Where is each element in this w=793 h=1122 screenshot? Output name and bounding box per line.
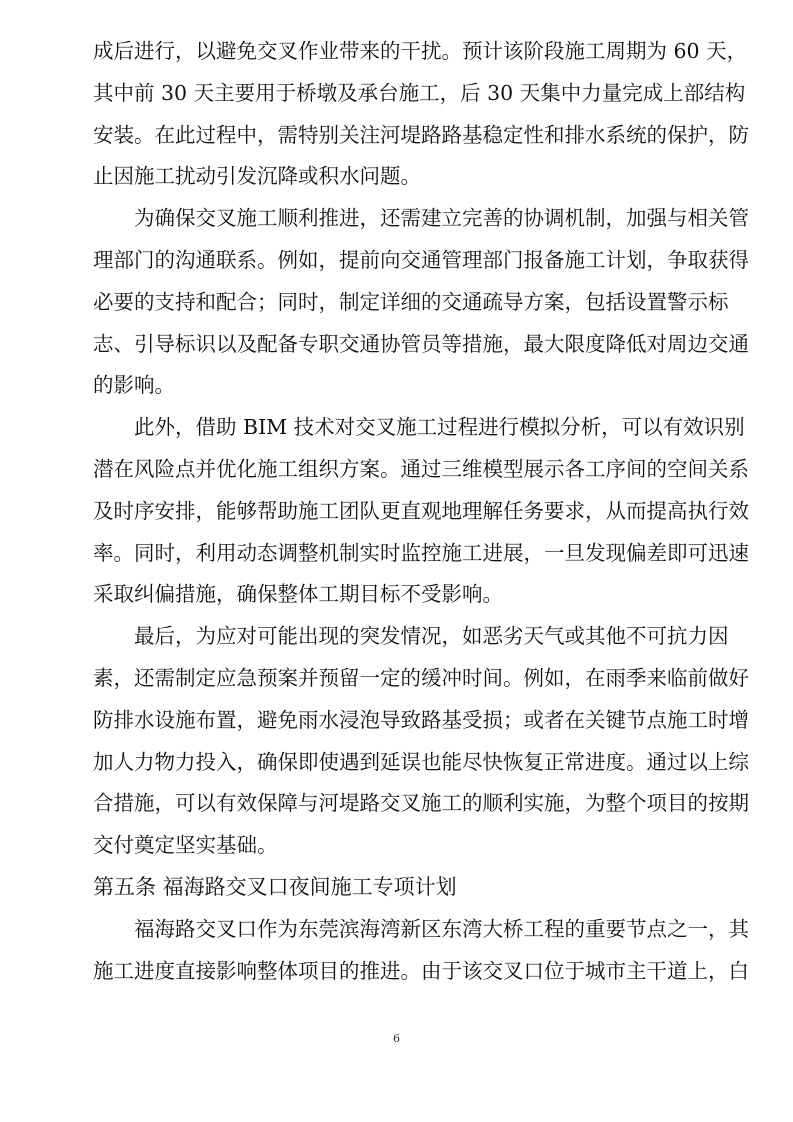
text-line: 的影响。 xyxy=(93,373,175,398)
page-number: 6 xyxy=(393,1032,400,1045)
text-line: 其中前 30 天主要用于桥墩及承台施工，后 30 天集中力量完成上部结构 xyxy=(93,80,746,105)
text-line: 防排水设施布置，避免雨水浸泡导致路基受损；或者在关键节点施工时增 xyxy=(93,707,749,732)
text-line: 交付奠定坚实基础。 xyxy=(93,833,278,858)
text-line: 成后进行，以避免交叉作业带来的干扰。预计该阶段施工周期为 60 天， xyxy=(93,39,748,63)
paragraph xyxy=(93,198,749,407)
text-line: 率。同时，利用动态调整机制实时监控施工进展，一旦发现偏差即可迅速 xyxy=(93,540,749,565)
text-line: 安装。在此过程中，需特别关注河堤路路基稳定性和排水系统的保护，防 xyxy=(93,122,749,147)
text-line: 素，还需制定应急预案并预留一定的缓冲时间。例如，在雨季来临前做好 xyxy=(93,665,749,690)
text-line: 止因施工扰动引发沉降或积水问题。 xyxy=(93,164,421,189)
text-line: 必要的支持和配合；同时，制定详细的交通疏导方案，包括设置警示标 xyxy=(93,289,729,314)
text-line: 最后，为应对可能出现的突发情况，如恶劣天气或其他不可抗力因 xyxy=(134,624,729,649)
paragraph xyxy=(93,31,749,198)
paragraph xyxy=(93,407,749,616)
section-heading: 第五条 福海路交叉口夜间施工专项计划 xyxy=(93,874,457,899)
text-line: 志、引导标识以及配备专职交通协管员等措施，最大限度降低对周边交通 xyxy=(93,331,749,356)
text-line: 采取纠偏措施，确保整体工期目标不受影响。 xyxy=(93,582,503,607)
text-line: 施工进度直接影响整体项目的推进。由于该交叉口位于城市主干道上，白 xyxy=(93,958,749,983)
text-line: 加人力物力投入，确保即使遇到延误也能尽快恢复正常进度。通过以上综 xyxy=(93,749,749,774)
text-line: 此外，借助 BIM 技术对交叉施工过程进行模拟分析，可以有效识别 xyxy=(134,415,745,440)
text-line: 合措施，可以有效保障与河堤路交叉施工的顺利实施，为整个项目的按期 xyxy=(93,791,749,816)
paragraph xyxy=(93,909,749,993)
text-line: 潜在风险点并优化施工组织方案。通过三维模型展示各工序间的空间关系 xyxy=(93,456,749,481)
text-line: 为确保交叉施工顺利推进，还需建立完善的协调机制，加强与相关管 xyxy=(134,206,749,231)
document-body xyxy=(93,31,749,992)
text-line: 及时序安排，能够帮助施工团队更直观地理解任务要求，从而提高执行效 xyxy=(93,498,749,523)
text-line: 理部门的沟通联系。例如，提前向交通管理部门报备施工计划，争取获得 xyxy=(93,247,749,272)
text-line: 福海路交叉口作为东莞滨海湾新区东湾大桥工程的重要节点之一，其 xyxy=(134,916,749,941)
paragraph xyxy=(93,616,749,867)
